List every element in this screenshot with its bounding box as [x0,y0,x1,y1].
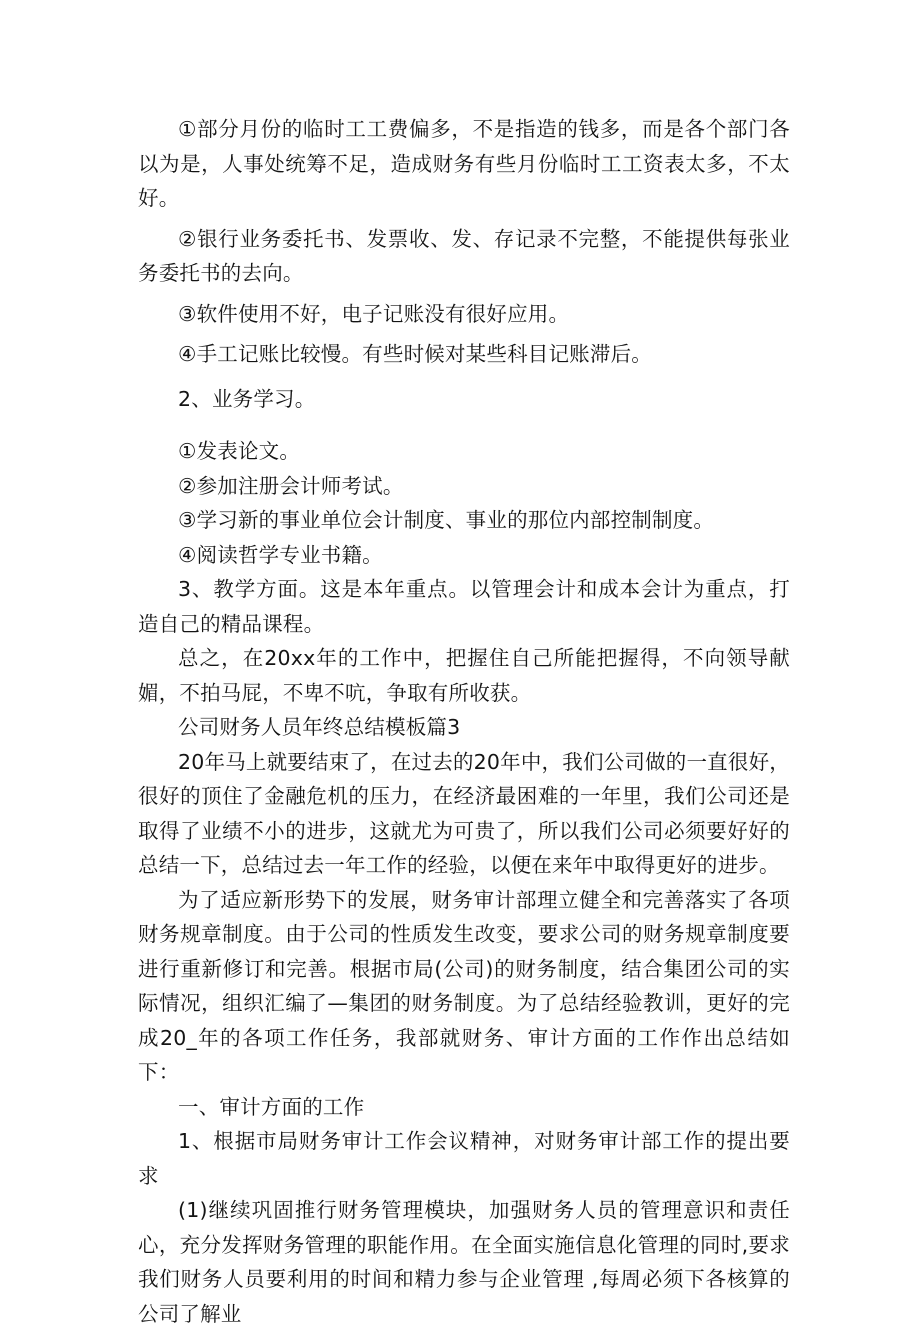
section-heading-study: 2、业务学习。 [178,386,316,411]
paragraph-item-4: ④手工记账比较慢。有些时候对某些科目记账滞后。 [178,342,652,366]
article-title: 公司财务人员年终总结模板篇3 [178,715,461,739]
document-body [138,112,790,1331]
paragraph-item-1: ①部分月份的临时工工费偏多，不是指造的钱多，而是各个部门各以为是，人事处统筹不足，造成财务有些月份临时工工资表太多，不太好。 [138,117,790,210]
paragraph-intro: 20年马上就要结束了，在过去的20年中，我们公司做的一直很好，很好的顶住了金融危机的压力，在经济最困难的一年里，我们公司还是取得了业绩不小的进步，这就尤为可贵了，所以我们公司必须要好好的总结一下，总结过去一年工作的经验，以便在来年中取得更好的进步。 [138,749,790,877]
paragraph-teaching: 3、教学方面。这是本年重点。以管理会计和成本会计为重点，打造自己的精品课程。 [138,577,790,636]
paragraph-item-3: ③软件使用不好，电子记账没有很好应用。 [178,301,570,326]
paragraph-regulations: 为了适应新形势下的发展，财务审计部理立健全和完善落实了各项财务规章制度。由于公司的性质发生改变，要求公司的财务规章制度要进行重新修订和完善。根据市局(公司)的财务制度，结合集团公司的实际情况，组织汇编了—集团的财务制度。为了总结经验教训，更好的完成20_年的各项工作任务，我部就财务、审计方面的工作作出总结如下： [138,887,790,1084]
section-heading-audit: 一、审计方面的工作 [178,1094,365,1119]
subsection-heading-requirements: 1、根据市局财务审计工作会议精神，对财务审计部工作的提出要求 [138,1129,790,1188]
paragraph-item-5: ①发表论文。 [178,439,301,463]
paragraph-item-6: ②参加注册会计师考试。 [178,473,404,498]
paragraph-management-module: (1)继续巩固推行财务管理模块，加强财务人员的管理意识和责任心，充分发挥财务管理的职能作用。在全面实施信息化管理的同时,要求我们财务人员要利用的时间和精力参与企业管理 ,每周必须下各核算的公司了解业 [138,1198,790,1326]
paragraph-item-7: ③学习新的事业单位会计制度、事业的那位内部控制制度。 [178,508,715,532]
paragraph-item-2: ②银行业务委托书、发票收、发、存记录不完整，不能提供每张业务委托书的去向。 [138,226,790,285]
paragraph-item-8: ④阅读哲学专业书籍。 [178,542,383,567]
paragraph-conclusion: 总之，在20xx年的工作中，把握住自己所能把握得，不向领导献媚，不拍马屁，不卑不吭，争取有所收获。 [138,646,790,705]
